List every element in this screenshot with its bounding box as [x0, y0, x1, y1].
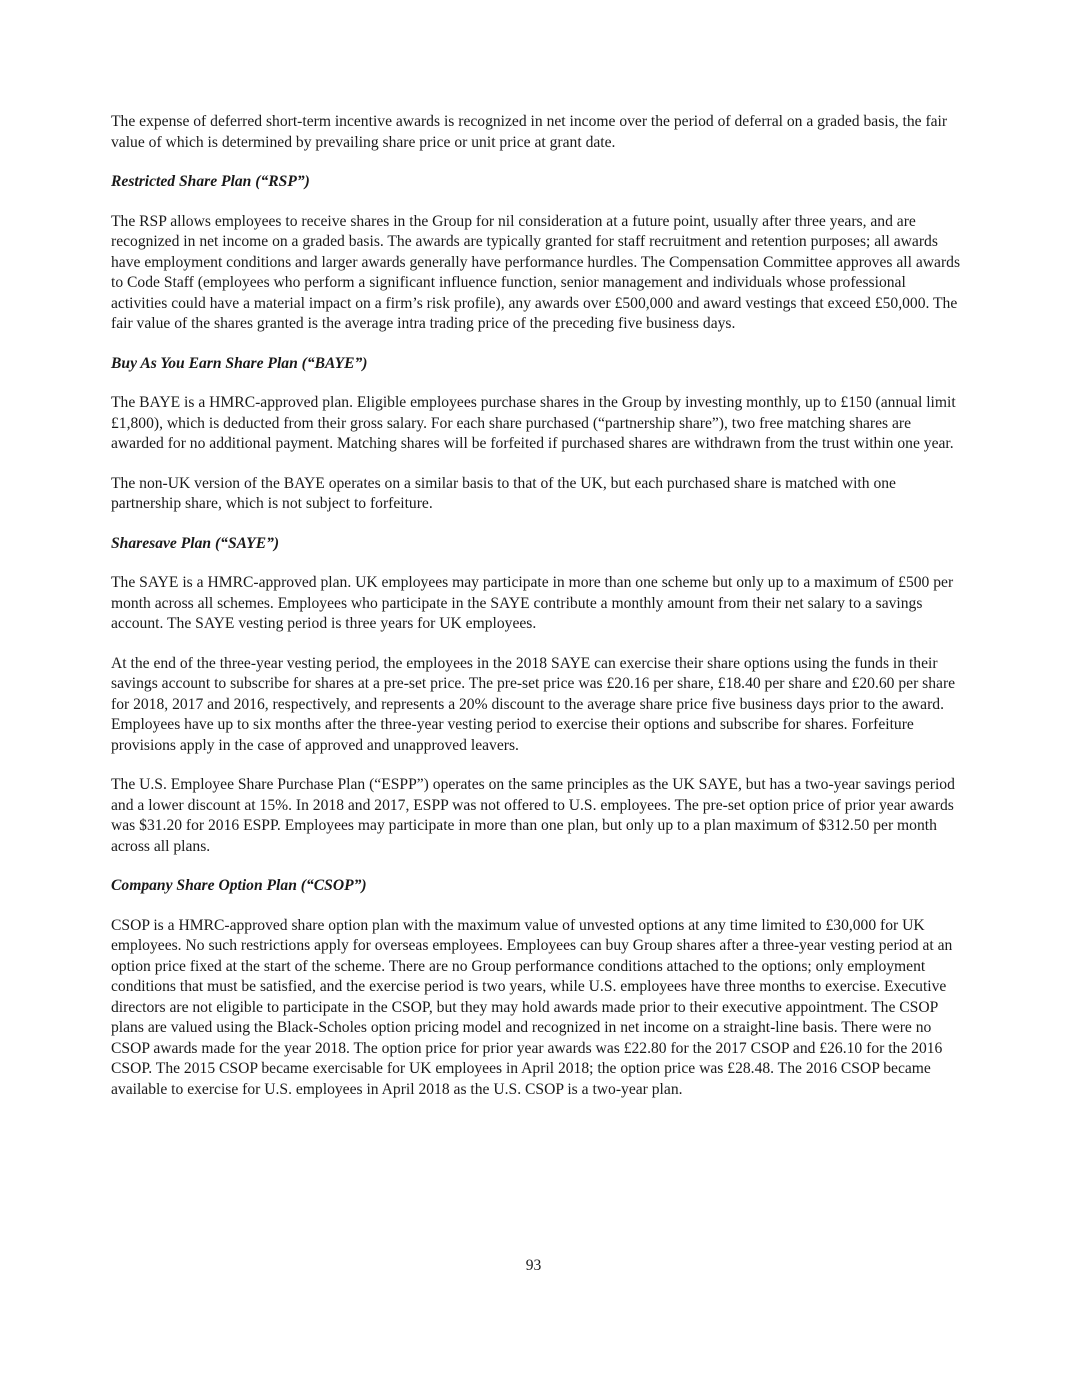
section-heading-baye: Buy As You Earn Share Plan (“BAYE”): [111, 354, 368, 372]
section-heading-saye: Sharesave Plan (“SAYE”): [111, 534, 280, 552]
section-heading-csop: Company Share Option Plan (“CSOP”): [111, 877, 367, 894]
saye-paragraph-2: At the end of the three-year vesting period, the employees in the 2018 SAYE can exercise their share options using the funds in their savings account to subscribe for shares at a pre-set price. The pre-set price was £20.16 per share, £18.40 per share and £20.60 per share for 2018, 2017 and 2016, respectively, and represents a 20% discount to the average share price five business days prior to the award. Employees have up to six months after the three-year vesting period to exercise their options and subscribe for shares. Forfeiture provisions apply in the case of approved and unapproved leavers.: [111, 654, 956, 754]
baye-paragraph-2: The non-UK version of the BAYE operates on a similar basis to that of the UK, but each purchased share is matched with one partnership share, which is not subject to forfeiture.: [111, 474, 896, 512]
saye-paragraph-3: The U.S. Employee Share Purchase Plan (“ESPP”) operates on the same principles as the UK SAYE, but has a two-year savings period and a lower discount at 15%. In 2018 and 2017, ESPP was not offered to U.S. employees. The pre-set option price of prior year awards was $31.20 for 2016 ESPP. Employees may participate in more than one plan, but only up to a plan maximum of $312.50 per month across all plans.: [111, 776, 955, 855]
baye-paragraph-1: The BAYE is a HMRC-approved plan. Eligible employees purchase shares in the Group by investing monthly, up to £150 (annual limit £1,800), which is deducted from their gross salary. For each share purchased (“partnership share”), two free matching shares are awarded for no additional payment. Matching shares will be forfeited if purchased shares are withdrawn from the trust within one year.: [111, 394, 956, 452]
section-heading-rsp: Restricted Share Plan (“RSP”): [111, 173, 310, 190]
page-number: 93: [525, 1257, 542, 1274]
rsp-paragraph: The RSP allows employees to receive shares in the Group for nil consideration at a future point, usually after three years, and are recognized in net income on a graded basis. The awards are typically granted for staff recruitment and retention purposes; all awards have employment conditions and larger awards generally have performance hurdles. The Compensation Committee approves all awards to Code Staff (employees who perform a significant influence function, senior management and individuals whose professional activities could have a material impact on a firm’s risk profile), any awards over £500,000 and award vestings that exceed £50,000. The fair value of the shares granted is the average intra trading price of the preceding five business days.: [111, 212, 961, 332]
saye-paragraph-1: The SAYE is a HMRC-approved plan. UK employees may participate in more than one scheme but only up to a maximum of £500 per month across all schemes. Employees who participate in the SAYE contribute a monthly amount from their net salary to a savings account. The SAYE vesting period is three years for UK employees.: [111, 574, 954, 632]
document-body: [111, 112, 961, 1119]
csop-paragraph: CSOP is a HMRC-approved share option plan with the maximum value of unvested options at any time limited to £30,000 for UK employees. No such restrictions apply for overseas employees. Employees can buy Group shares after a three-year vesting period at an option price fixed at the start of the scheme. There are no Group performance conditions attached to the options; only employment conditions that must be satisfied, and the exercise period is two years, while U.S. employees have three months to exercise. Executive directors are not eligible to participate in the CSOP, but they may hold awards made prior to their executive appointment. The CSOP plans are valued using the Black-Scholes option pricing model and recognized in net income on a straight-line basis. There were no CSOP awards made for the year 2018. The option price for prior year awards was £22.80 for the 2017 CSOP and £26.10 for the 2016 CSOP. The 2015 CSOP became exercisable for UK employees in April 2018; the option price was £28.48. The 2016 CSOP became available to exercise for U.S. employees in April 2018 as the U.S. CSOP is a two-year plan.: [111, 916, 953, 1098]
intro-paragraph: The expense of deferred short-term incentive awards is recognized in net income over the period of deferral on a graded basis, the fair value of which is determined by prevailing share price or unit price at grant date.: [111, 113, 948, 151]
